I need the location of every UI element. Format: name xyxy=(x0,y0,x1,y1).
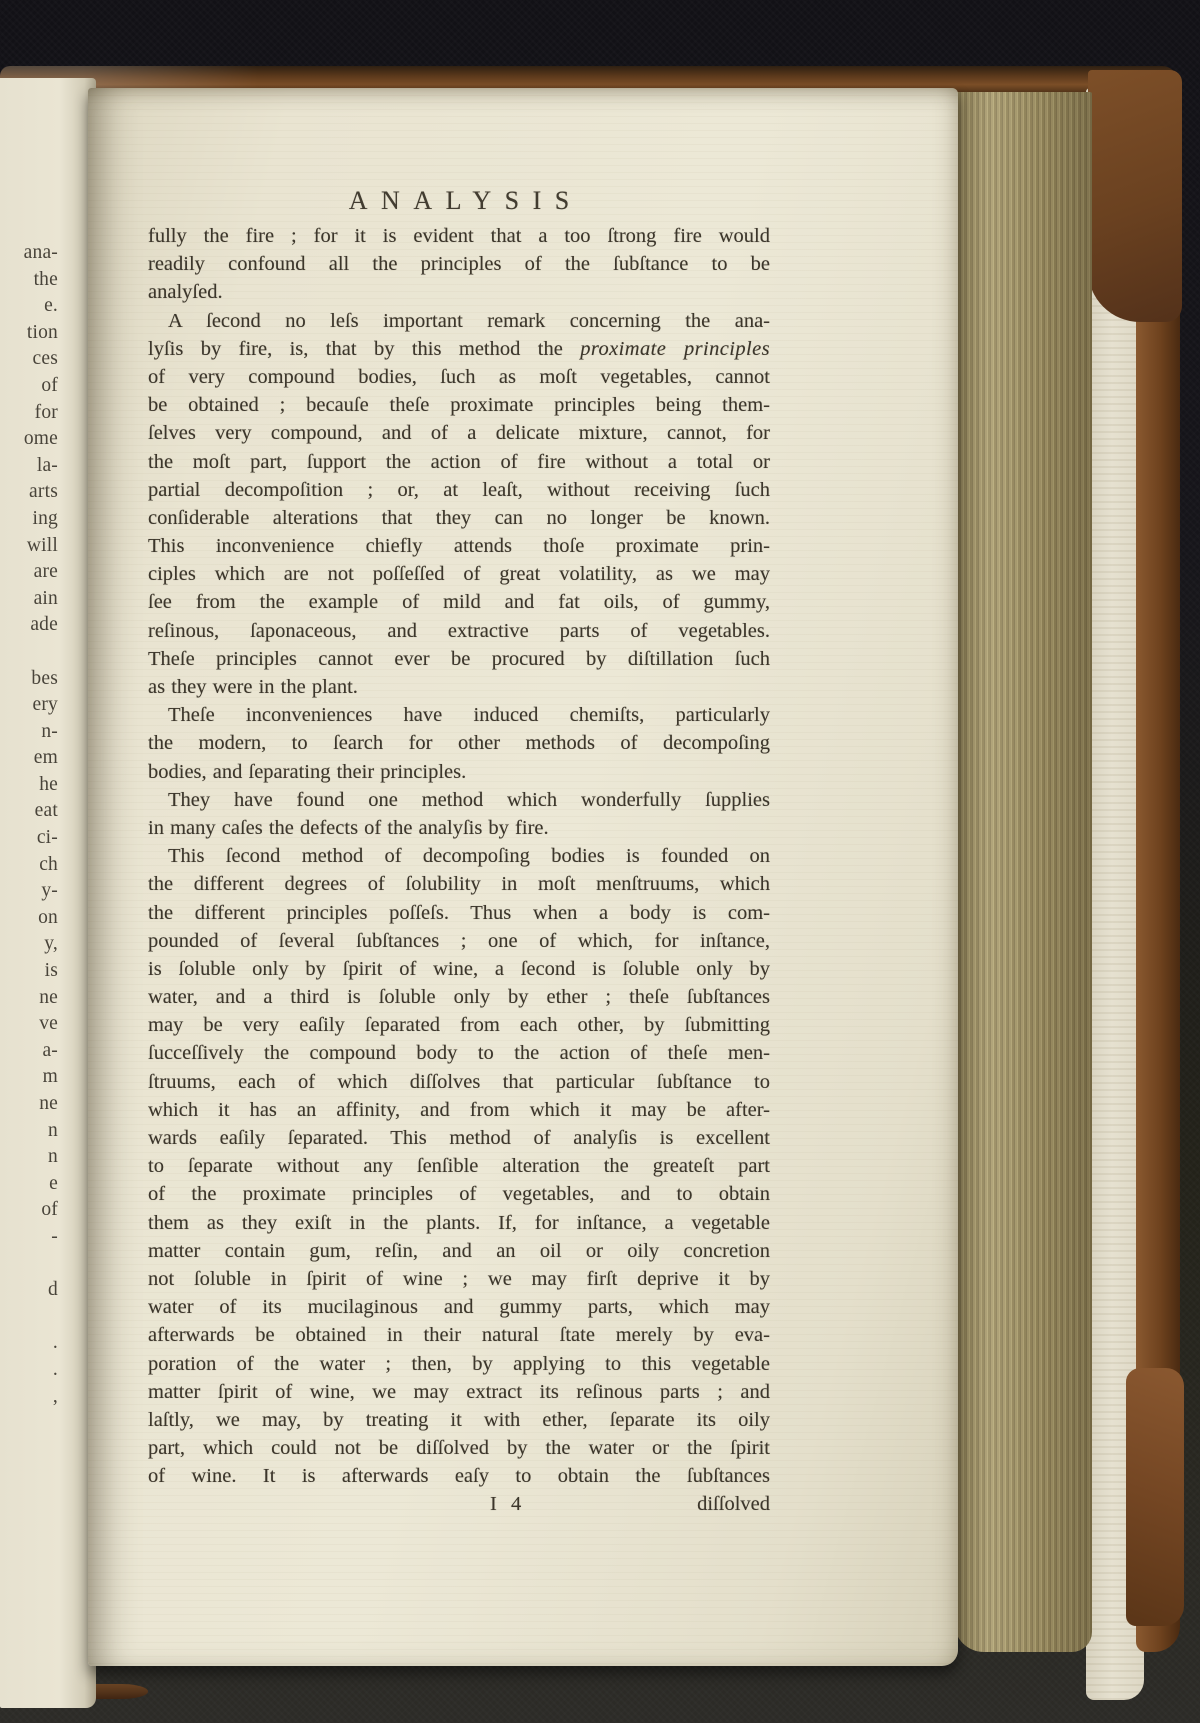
left-page-text-fragment: of xyxy=(41,1199,58,1221)
text-line: is ſoluble only by ſpirit of wine, a ſecond is ſoluble only by xyxy=(148,957,770,980)
text-line: Theſe inconveniences have induced chemiſts, particularly xyxy=(168,704,770,727)
text-line: readily confound all the principles of the ſubſtance to be xyxy=(148,253,770,276)
left-page-text-fragment: a- xyxy=(42,1039,58,1061)
text-line: poration of the water ; then, by applying to this vegetable xyxy=(148,1352,770,1375)
facing-page-edge xyxy=(0,78,96,1708)
text-line: the different principles poſſeſs. Thus when a body is com- xyxy=(148,901,770,924)
left-page-text-fragment: e xyxy=(49,1172,58,1194)
text-line: lyſis by fire, is, that by this method the proximate principles xyxy=(148,337,770,360)
left-page-text-fragment: he xyxy=(39,773,58,795)
cover-leather-top-corner xyxy=(1088,70,1182,322)
italic-phrase: proximate principles xyxy=(580,337,770,360)
text-line: which it has an affinity, and from which it may be after- xyxy=(148,1098,770,1121)
left-page-text-fragment: n xyxy=(48,1146,58,1168)
text-line: the different degrees of ſolubility in moſt menſtruums, which xyxy=(148,873,770,896)
left-page-text-fragment: ome xyxy=(23,428,58,450)
signature-row xyxy=(148,1490,770,1518)
text-line: not ſoluble in ſpirit of wine ; we may firſt deprive it by xyxy=(148,1267,770,1290)
text-line: water, and a third is ſoluble only by ether ; theſe ſubſtances xyxy=(148,986,770,1009)
text-line: fully the fire ; for it is evident that a too ſtrong fire would xyxy=(148,225,770,247)
left-page-text-fragment: ery xyxy=(32,694,58,716)
text-column xyxy=(148,222,770,1519)
text-line: the modern, to ſearch for other methods of decompoſing xyxy=(148,732,770,755)
text-line: them as they exiſt in the plants. If, for inſtance, a vegetable xyxy=(148,1211,770,1234)
text-line: the moſt part, ſupport the action of fire without a total or xyxy=(148,450,770,473)
text-line: in many caſes the defects of the analyſis by fire. xyxy=(148,816,549,839)
left-page-text-fragment: are xyxy=(33,561,58,583)
book-page xyxy=(88,88,958,1666)
fore-edge-pages xyxy=(954,92,1092,1652)
left-page-text-fragment: ch xyxy=(39,853,58,875)
left-page-text-fragment xyxy=(2,639,58,666)
left-page-text-fragment: - xyxy=(51,1225,58,1247)
left-page-text-fragment: arts xyxy=(29,481,58,503)
left-page-text-fragment xyxy=(2,1304,58,1331)
left-page-text-fragment: e. xyxy=(44,295,58,317)
text-line: A ſecond no leſs important remark concerning the ana- xyxy=(168,309,770,332)
text-line: ſelves very compound, and of a delicate mixture, cannot, for xyxy=(148,422,770,445)
left-page-text-fragment: on xyxy=(38,906,58,928)
left-page-fragments xyxy=(2,240,58,1410)
text-line: pounded of ſeveral ſubſtances ; one of which, for inſtance, xyxy=(148,929,770,952)
text-line: ſee from the example of mild and fat oils, of gummy, xyxy=(148,591,770,614)
text-line: as they were in the plant. xyxy=(148,676,358,698)
left-page-text-fragment: , xyxy=(52,1385,58,1407)
left-page-text-fragment: ade xyxy=(30,614,58,636)
text-line: ſucceſſively the compound body to the action of theſe men- xyxy=(148,1042,770,1065)
text-line: matter contain gum, reſin, and an oil or oily concretion xyxy=(148,1239,770,1262)
left-page-text-fragment: will xyxy=(26,534,58,556)
text-line: Theſe principles cannot ever be procured by diſtillation ſuch xyxy=(148,647,770,670)
page-body xyxy=(148,222,770,1490)
text-line: This inconvenience chiefly attends thoſe proximate prin- xyxy=(148,535,770,558)
left-page-text-fragment: d xyxy=(48,1279,58,1301)
signature-mark: I 4 xyxy=(490,1493,526,1516)
running-head: ANALYSIS xyxy=(348,186,583,215)
text-line: bodies, and ſeparating their principles. xyxy=(148,760,467,783)
text-line: conſiderable alterations that they can no longer be known. xyxy=(148,506,770,529)
text-line: to ſeparate without any ſenſible alteration the greateſt part xyxy=(148,1155,770,1178)
left-page-text-fragment: ces xyxy=(32,348,58,370)
text-line: of the proximate principles of vegetables, and to obtain xyxy=(148,1183,770,1206)
left-page-text-fragment: n- xyxy=(41,720,58,742)
text-line: wards eaſily ſeparated. This method of analyſis is excellent xyxy=(148,1127,770,1149)
text-line: reſinous, ſaponaceous, and extractive parts of vegetables. xyxy=(148,619,770,642)
left-page-text-fragment xyxy=(2,1251,58,1278)
text-line: partial decompoſition ; or, at leaſt, without receiving ſuch xyxy=(148,478,770,501)
text-line: analyſed. xyxy=(148,281,223,304)
text-line: be obtained ; becauſe theſe proximate principles being them- xyxy=(148,394,770,417)
left-page-text-fragment: em xyxy=(33,747,58,769)
left-page-text-fragment: for xyxy=(34,401,58,423)
left-page-text-fragment: ing xyxy=(32,507,58,529)
text-line: of wine. It is afterwards eaſy to obtain the ſubſtances xyxy=(148,1465,770,1488)
left-page-text-fragment: y, xyxy=(44,933,58,955)
left-page-text-fragment: ne xyxy=(39,986,58,1008)
text-line: afterwards be obtained in their natural ſtate merely by eva- xyxy=(148,1324,770,1347)
left-page-text-fragment: y- xyxy=(41,880,58,902)
text-line: ſtruums, each of which diſſolves that particular ſubſtance to xyxy=(148,1070,770,1093)
left-page-text-fragment: ci- xyxy=(36,827,58,849)
left-page-text-fragment: ve xyxy=(39,1013,58,1035)
left-page-text-fragment: ana- xyxy=(23,242,58,263)
text-line: water of its mucilaginous and gummy parts, which may xyxy=(148,1296,770,1319)
text-line: ciples which are not poſſeſſed of great volatility, as we may xyxy=(148,563,770,586)
cover-leather-bottom-corner xyxy=(1126,1368,1184,1626)
text-line: of very compound bodies, ſuch as moſt vegetables, cannot xyxy=(148,365,770,388)
text-line: They have found one method which wonderfully ſupplies xyxy=(168,788,770,811)
left-page-text-fragment: ne xyxy=(39,1093,58,1114)
left-page-text-fragment: bes xyxy=(31,667,58,689)
text-line: part, which could not be diſſolved by the water or the ſpirit xyxy=(148,1437,770,1460)
text-line: may be very eaſily ſeparated from each other, by ſubmitting xyxy=(148,1014,770,1037)
left-page-text-fragment: m xyxy=(42,1066,58,1088)
left-page-text-fragment: eat xyxy=(34,800,58,822)
catchword: diſſolved xyxy=(697,1493,770,1516)
left-page-text-fragment: tion xyxy=(26,321,58,343)
left-page-text-fragment: of xyxy=(41,374,58,396)
text-line: laſtly, we may, by treating it with ether, ſeparate its oily xyxy=(148,1408,770,1431)
left-page-text-fragment: n xyxy=(48,1119,58,1141)
left-page-text-fragment: is xyxy=(44,960,58,982)
left-page-text-fragment: the xyxy=(33,268,58,290)
text-line: matter ſpirit of wine, we may extract its reſinous parts ; and xyxy=(148,1380,770,1403)
text-line: This ſecond method of decompoſing bodies is founded on xyxy=(168,845,770,868)
left-page-text-fragment: ain xyxy=(33,587,58,609)
left-page-text-fragment: . xyxy=(52,1332,58,1354)
left-page-text-fragment: . xyxy=(52,1358,58,1380)
left-page-text-fragment: la- xyxy=(36,454,58,476)
